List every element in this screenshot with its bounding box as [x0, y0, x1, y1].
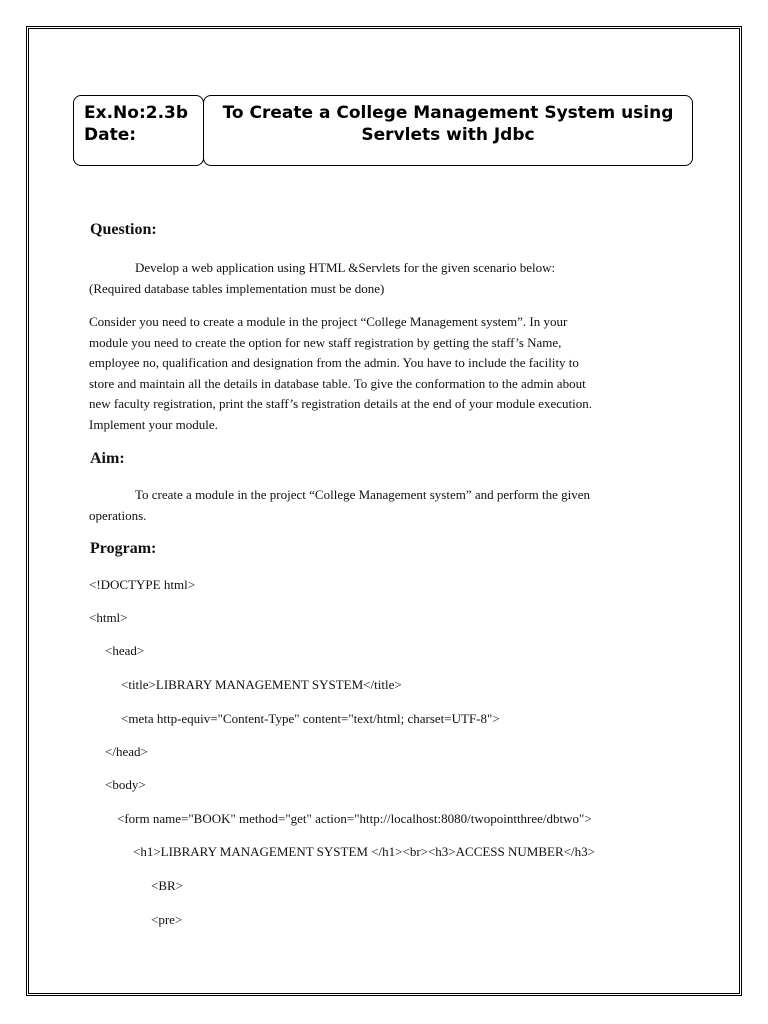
code-line: <body>: [105, 777, 146, 792]
code-line: <BR>: [151, 878, 184, 893]
code-line: <head>: [105, 643, 145, 658]
question-body-line: Consider you need to create a module in the project “College Management system”. In your: [89, 314, 568, 329]
question-heading: Question:: [90, 221, 157, 238]
aim-line-2: operations.: [89, 507, 147, 523]
question-body-line: Implement your module.: [89, 416, 218, 432]
exercise-number: Ex.No:2.3b: [84, 103, 189, 123]
code-line: </head>: [105, 744, 148, 759]
code-line: <pre>: [151, 912, 183, 927]
aim-text: [89, 485, 689, 526]
question-body-line: employee no, qualification and designation from the admin. You have to include the facility to: [89, 355, 579, 370]
question-body: [89, 312, 689, 435]
question-intro: [89, 258, 689, 299]
question-body-line: store and maintain all the details in database table. To give the conformation to the admin about: [89, 375, 586, 391]
code-line: <meta http-equiv="Content-Type" content="text/html; charset=UTF-8">: [121, 711, 500, 726]
program-heading: Program:: [90, 540, 157, 557]
question-body-line: new faculty registration, print the staff’s registration details at the end of your module execution.: [89, 396, 593, 411]
code-line: <html>: [89, 610, 128, 625]
exercise-info-box: [73, 95, 204, 166]
exercise-title-box: [203, 95, 693, 166]
title-line-2: Servlets with Jdbc: [361, 125, 535, 145]
question-intro-line-1: Develop a web application using HTML &Servlets for the given scenario below:: [135, 260, 556, 275]
code-line: <title>LIBRARY MANAGEMENT SYSTEM</title>: [121, 677, 402, 692]
code-line: <form name="BOOK" method="get" action="http://localhost:8080/twopointthree/dbtwo">: [117, 811, 592, 826]
date-label: Date:: [84, 125, 137, 145]
code-line: <h1>LIBRARY MANAGEMENT SYSTEM </h1><br><h3>ACCESS NUMBER</h3>: [133, 844, 595, 859]
question-intro-line-2: (Required database tables implementation must be done): [89, 280, 385, 296]
code-line: <!DOCTYPE html>: [89, 577, 196, 592]
title-line-1: To Create a College Management System using: [222, 103, 674, 123]
aim-heading: Aim:: [90, 450, 125, 467]
aim-line-1: To create a module in the project “College Management system” and perform the given: [135, 487, 591, 502]
question-body-line: module you need to create the option for new staff registration by getting the staff’s Name,: [89, 334, 562, 350]
